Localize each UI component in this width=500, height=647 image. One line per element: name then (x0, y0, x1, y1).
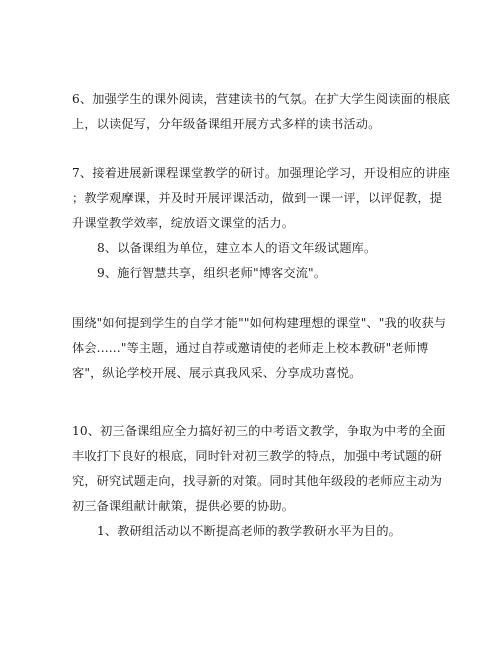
paragraph-item-7 (72, 161, 451, 236)
text-line: 初三备课组献计献策，提供必要的协助。 (72, 499, 295, 513)
text-line: 10、初三备课组应全力搞好初三的中考语文教学，争取为中考的全面 (72, 424, 446, 438)
paragraph-item-1 (72, 519, 430, 544)
paragraph-item-10 (72, 419, 446, 519)
text-line: 客"，纵论学校开展、展示真我风采、分享成功喜悦。 (72, 366, 362, 380)
paragraph-item-8 (72, 236, 430, 261)
text-line: 升课堂教学效率，绽放语文课堂的活力。 (72, 216, 295, 230)
text-line: 9、施行智慧共享，组织老师"博客交流"。 (97, 266, 327, 280)
text-line: 围绕"如何提到学生的自学才能""如何构建理想的课堂"、"我的收获与 (72, 316, 447, 330)
text-line: ；教学观摩课，并及时开展评课活动，做到一课一评，以评促教，提 (72, 191, 443, 205)
text-line: 1、教研组活动以不断提高老师的教学教研水平为目的。 (97, 524, 402, 538)
paragraph-theme (72, 311, 447, 386)
paragraph-item-9 (72, 261, 430, 286)
text-line: 7、接着进展新课程课堂教学的研讨。加强理论学习，开设相应的讲座 (72, 166, 451, 180)
text-line: 6、加强学生的课外阅读，营建读书的气氛。在扩大学生阅读面的根底 (72, 92, 451, 106)
text-line: 丰收打下良好的根底，同时针对初三教学的特点，加强中考试题的研 (72, 449, 443, 463)
text-line: 8、以备课组为单位，建立本人的语文年级试题库。 (97, 241, 377, 255)
text-line: 究，研究试题走向，找寻新的对策。同时其他年级段的老师应主动为 (72, 474, 443, 488)
text-line: 体会......"等主题，通过自荐或邀请使的老师走上校本教研"老师博 (72, 341, 429, 355)
text-line: 上，以读促写，分年级备课组开展方式多样的读书活动。 (72, 117, 381, 131)
paragraph-item-6 (72, 87, 451, 137)
